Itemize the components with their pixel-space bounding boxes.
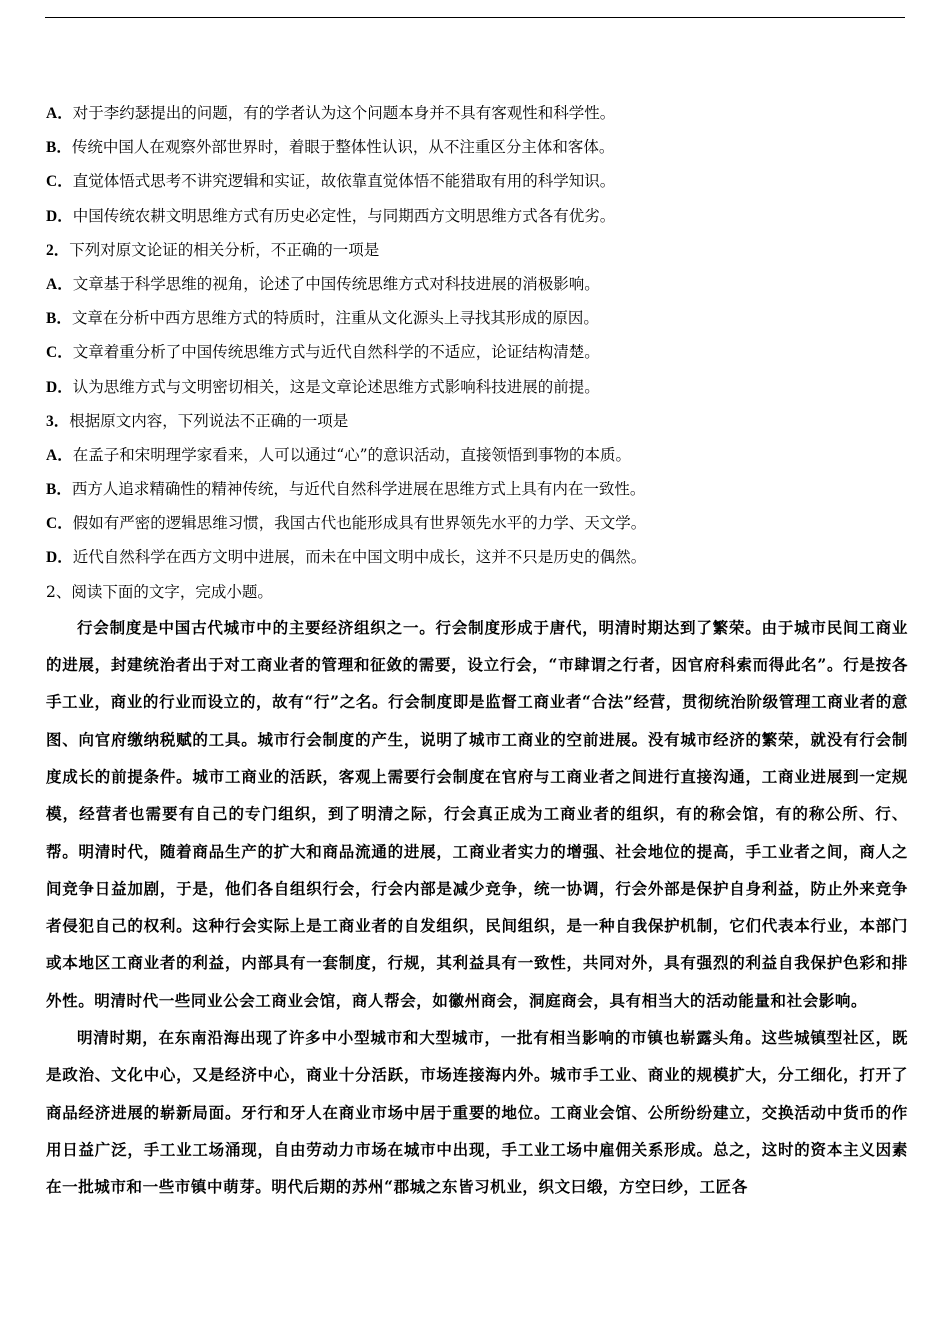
q3-option-c: [46, 506, 908, 540]
option-label: D．: [46, 207, 73, 225]
option-label: C．: [46, 515, 73, 533]
option-label: B．: [46, 481, 72, 499]
q2-option-c: [46, 335, 908, 369]
option-text: 文章着重分析了中国传统思维方式与近代自然科学的不适应，论证结构清楚。: [72, 343, 600, 362]
q1-option-c: [46, 164, 908, 198]
option-label: A．: [46, 105, 73, 122]
option-label: B．: [46, 139, 72, 157]
q3-option-b: [46, 472, 908, 506]
q3-option-a: [46, 438, 908, 472]
header-rule: [45, 17, 905, 18]
option-text: 假如有严密的逻辑思维习惯，我国古代也能形成具有世界领先水平的力学、天文学。: [72, 514, 647, 533]
q2-stem: [46, 233, 908, 267]
question-number: 2．: [46, 241, 70, 259]
q2-option-b: [46, 301, 908, 335]
passage-paragraph-1: 行会制度是中国古代城市中的主要经济组织之一。行会制度形成于唐代，明清时期达到了繁荣。由于城市民间工商业的进展，封建统治者出于对工商业者的管理和征敛的需要，设立行会，“市肆谓之行者，因官府科索而得此名”。行是按各手工业，商业的行业而设立的，故有“行”之名。行会制度即是监督工商业者“合法”经营，贯彻统治阶级管理工商业者的意图、向官府缴纳税赋的工具。城市行会制度的产生，说明了城市工商业的空前进展。没有城市经济的繁荣，就没有行会制度成长的前提条件。城市工商业的活跃，客观上需要行会制度在官府与工商业者之间进行直接沟通，工商业进展到一定规模，经营者也需要有自己的专门组织，到了明清之际，行会真正成为工商业者的组织，有的称会馆，有的称公所、行、帮。明清时代，随着商品生产的扩大和商品流通的进展，工商业者实力的增强、社会地位的提高，手工业者之间，商人之间竞争日益加剧，于是，他们各自组织行会，行会内部是减少竞争，统一协调，行会外部是保护自身利益，防止外来竞争者侵犯自己的权利。这种行会实际上是工商业者的自发组织，民间组织，是一种自我保护机制，它们代表本行业，本部门或本地区工商业者的利益，内部具有一套制度，行规，其利益具有一致性，共同对外，具有强烈的利益自我保护色彩和排外性。明清时代一些同业公会工商业会馆，商人帮会，如徽州商会，洞庭商会，具有相当大的活动能量和社会影响。: [46, 617, 908, 1010]
option-label: C．: [46, 344, 73, 362]
q1-option-d: [46, 199, 908, 233]
option-text: 文章在分析中西方思维方式的特质时，注重从文化源头上寻找其形成的原因。: [71, 309, 599, 328]
q1-option-a: [46, 96, 908, 130]
option-text: 对于李约瑟提出的问题，有的学者认为这个问题本身并不具有客观性和科学性。: [72, 104, 616, 122]
q3-stem: [46, 404, 908, 438]
option-label: A．: [46, 275, 73, 293]
section-heading: 2、阅读下面的文字，完成小题。: [46, 582, 273, 601]
question-number: 3．: [46, 412, 70, 430]
option-text: 西方人追求精确性的精神传统，与近代自然科学进展在思维方式上具有内在一致性。: [71, 480, 646, 499]
option-text: 传统中国人在观察外部世界时，着眼于整体性认识，从不注重区分主体和客体。: [71, 138, 615, 157]
option-text: 认为思维方式与文明密切相关，这是文章论述思维方式影响科技进展的前提。: [72, 377, 600, 396]
option-label: D．: [46, 378, 73, 396]
option-text: 在孟子和宋明理学家看来，人可以通过“心”的意识活动，直接领悟到事物的本质。: [72, 445, 632, 464]
question-text: 下列对原文论证的相关分析，不正确的一项是: [69, 240, 380, 259]
option-label: B．: [46, 310, 72, 328]
q3-option-d: [46, 540, 908, 574]
option-label: C．: [46, 173, 73, 191]
passage-paragraph-2: 明清时期，在东南沿海出现了许多中小型城市和大型城市，一批有相当影响的市镇也崭露头角。这些城镇型社区，既是政治、文化中心，又是经济中心，商业十分活跃，市场连接海内外。城市手工业、商业的规模扩大，分工细化，打开了商品经济进展的崭新局面。牙行和牙人在商业市场中居于重要的地位。工商业会馆、公所纷纷建立，交换活动中货币的作用日益广泛，手工业工场涌现，自由劳动力市场在城市中出现，手工业工场中雇佣关系形成。总之，这时的资本主义因素在一批城市和一些市镇中萌芽。明代后期的苏州“郡城之东皆习机业，织文曰缎，方空曰纱，工匠各: [46, 1028, 908, 1197]
document-body: [46, 96, 908, 1206]
q2-option-d: [46, 370, 908, 404]
q2-option-a: [46, 267, 908, 301]
option-text: 直觉体悟式思考不讲究逻辑和实证，故依靠直觉体悟不能猎取有用的科学知识。: [72, 172, 616, 191]
option-text: 中国传统农耕文明思维方式有历史必定性，与同期西方文明思维方式各有优劣。: [72, 206, 616, 225]
option-label: A．: [46, 446, 73, 464]
q1-option-b: [46, 130, 908, 164]
option-text: 文章基于科学思维的视角，论述了中国传统思维方式对科技进展的消极影响。: [72, 274, 600, 293]
question-text: 根据原文内容，下列说法不正确的一项是: [69, 411, 349, 430]
option-text: 近代自然科学在西方文明中进展，而未在中国文明中成长，这并不只是历史的偶然。: [72, 548, 647, 567]
option-label: D．: [46, 549, 73, 567]
